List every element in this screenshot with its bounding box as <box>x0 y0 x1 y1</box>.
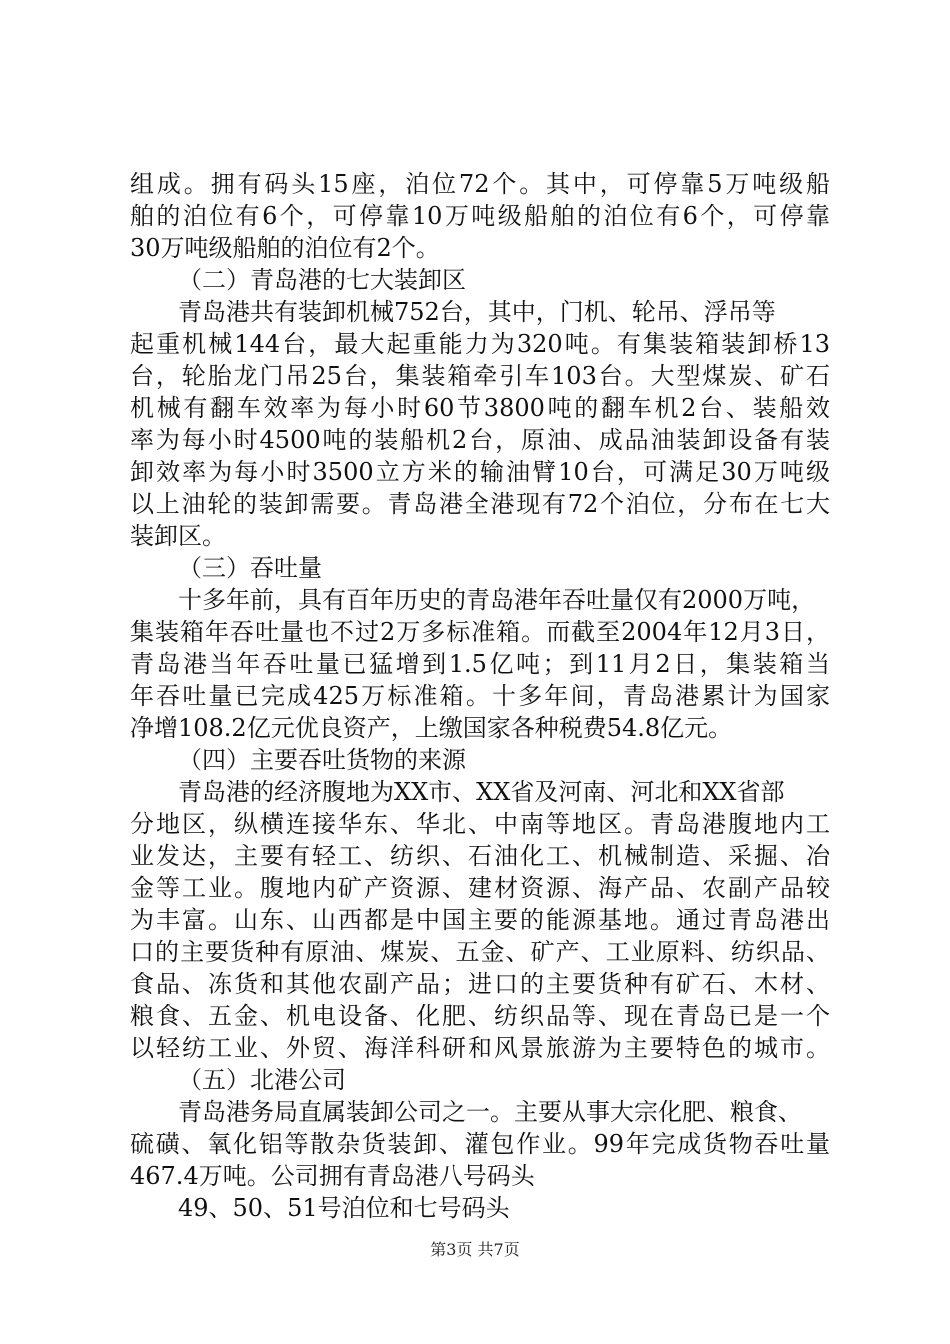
text-line: 口的主要货种有原油、煤炭、五金、矿产、工业原料、纺织品、 <box>130 938 830 966</box>
paragraph-first-line: 青岛港的经济腹地为XX市、XX省及河南、河北和XX省部 <box>178 778 785 806</box>
text-line: 以轻纺工业、外贸、海洋科研和风景旅游为主要特色的城市。 <box>130 1034 830 1062</box>
text-line: 30万吨级船舶的泊位有2个。 <box>130 234 440 262</box>
section-heading: （五）北港公司 <box>178 1066 346 1094</box>
text-line: 硫磺、氧化铝等散杂货装卸、灌包作业。99年完成货物吞吐量 <box>130 1130 830 1158</box>
text-line: 机械有翻车效率为每小时60节3800吨的翻车机2台、装船效 <box>130 394 830 422</box>
text-line: 台，轮胎龙门吊25台，集装箱牵引车103台。大型煤炭、矿石 <box>130 362 830 390</box>
text-line: 集装箱年吞吐量也不过2万多标准箱。而截至2004年12月3日， <box>130 618 830 646</box>
text-line: 粮食、五金、机电设备、化肥、纺织品等、现在青岛已是一个 <box>130 1002 830 1030</box>
section-heading: （三）吞吐量 <box>178 554 322 582</box>
text-line: 食品、冻货和其他农副产品；进口的主要货种有矿石、木材、 <box>130 970 830 998</box>
section-heading: （二）青岛港的七大装卸区 <box>178 266 466 294</box>
text-line: 业发达，主要有轻工、纺织、石油化工、机械制造、采掘、冶 <box>130 842 830 870</box>
text-line: 净增108.2亿元优良资产，上缴国家各种税费54.8亿元。 <box>130 714 733 742</box>
text-line: 卸效率为每小时3500立方米的输油臂10台，可满足30万吨级 <box>130 458 830 486</box>
document-body <box>130 168 830 1224</box>
text-line: 装卸区。 <box>130 522 226 550</box>
text-line: 以上油轮的装卸需要。青岛港全港现有72个泊位，分布在七大 <box>130 490 830 518</box>
text-line: 分地区，纵横连接华东、华北、中南等地区。青岛港腹地内工 <box>130 810 830 838</box>
page-footer <box>0 1240 950 1260</box>
page-number-label: 第3页 共7页 <box>430 1240 520 1259</box>
section-heading: （四）主要吞吐货物的来源 <box>178 746 466 774</box>
paragraph-first-line: 青岛港共有装卸机械752台，其中，门机、轮吊、浮吊等 <box>178 298 776 326</box>
text-line: 组成。拥有码头15座，泊位72个。其中，可停靠5万吨级船 <box>130 170 830 198</box>
text-line: 年吞吐量已完成425万标准箱。十多年间，青岛港累计为国家 <box>130 682 830 710</box>
text-line: 金等工业。腹地内矿产资源、建材资源、海产品、农副产品较 <box>130 874 830 902</box>
text-line: 率为每小时4500吨的装船机2台，原油、成品油装卸设备有装 <box>130 426 830 454</box>
text-line: 起重机械144台，最大起重能力为320吨。有集装箱装卸桥13 <box>130 330 830 358</box>
text-line: 舶的泊位有6个，可停靠10万吨级船舶的泊位有6个，可停靠 <box>130 202 830 230</box>
text-line: 467.4万吨。公司拥有青岛港八号码头 <box>130 1162 535 1190</box>
paragraph-first-line: 49、50、51号泊位和七号码头 <box>178 1194 510 1222</box>
text-line: 青岛港当年吞吐量已猛增到1.5亿吨；到11月2日，集装箱当 <box>130 650 830 678</box>
text-line: 为丰富。山东、山西都是中国主要的能源基地。通过青岛港出 <box>130 906 830 934</box>
paragraph-first-line: 十多年前，具有百年历史的青岛港年吞吐量仅有2000万吨， <box>178 586 816 614</box>
paragraph-first-line: 青岛港务局直属装卸公司之一。主要从事大宗化肥、粮食、 <box>178 1098 802 1126</box>
